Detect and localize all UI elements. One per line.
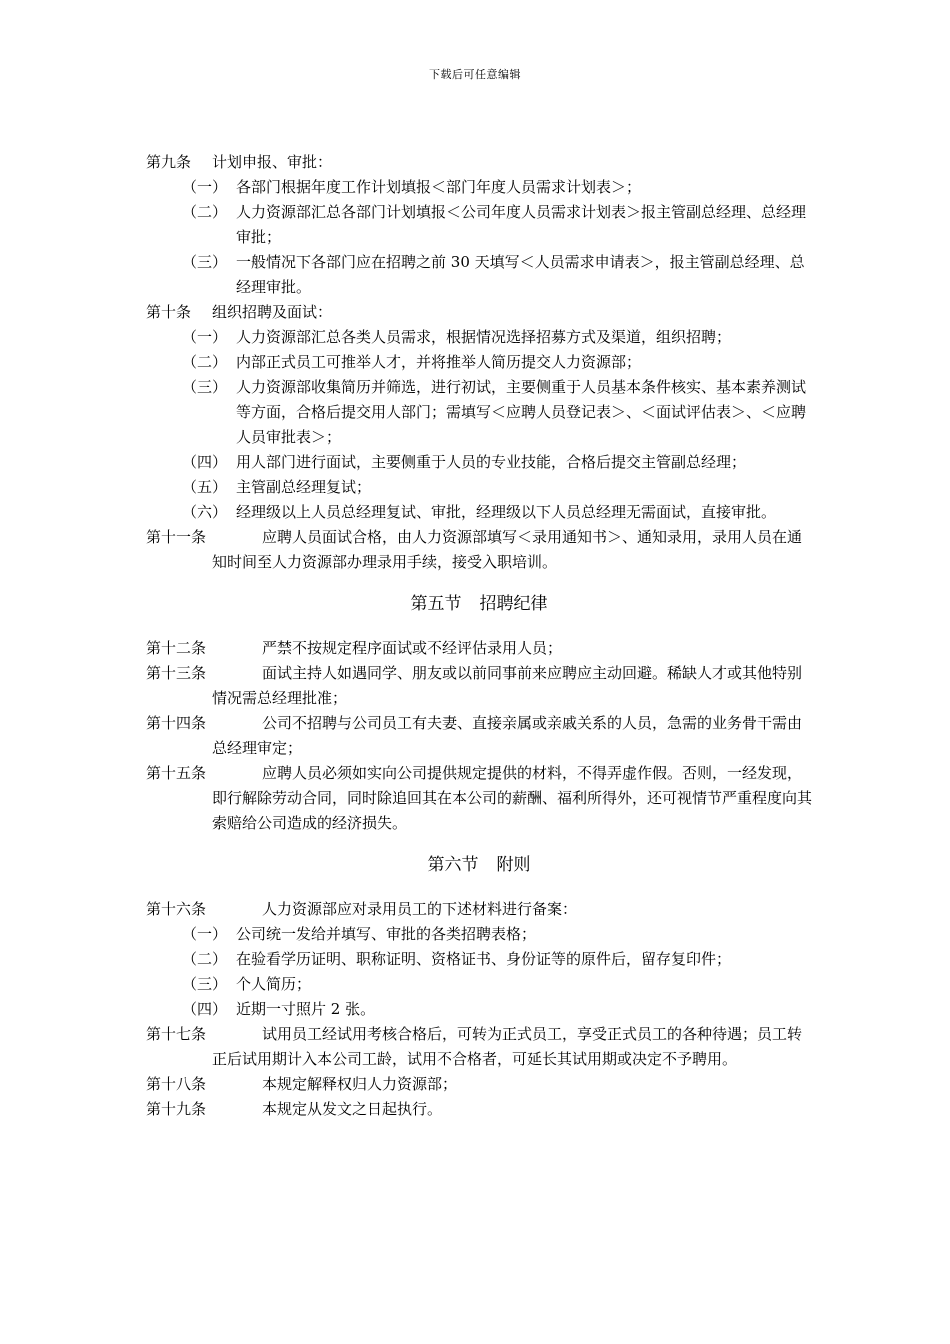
item-text: 内部正式员工可推举人才，并将推举人简历提交人力资源部； bbox=[236, 353, 642, 371]
article-text: 人力资源部应对录用员工的下述材料进行备案： bbox=[262, 900, 578, 918]
item-number: （六） bbox=[182, 503, 228, 521]
article-10 bbox=[146, 300, 812, 325]
article-9-items bbox=[146, 175, 812, 300]
page-header: 下载后可任意编辑 bbox=[429, 68, 521, 81]
article-14 bbox=[146, 711, 812, 761]
item-number: （二） bbox=[182, 950, 228, 968]
item-text: 人力资源部收集简历并筛选，进行初试，主要侧重于人员基本条件核实、基本素养测试等方面，合格后提交用人部门；需填写＜应聘人员登记表＞、＜面试评估表＞、＜应聘人员审批表＞； bbox=[236, 378, 807, 446]
section-heading-5 bbox=[146, 590, 812, 618]
article-12 bbox=[146, 636, 812, 661]
item-text: 一般情况下各部门应在招聘之前 30 天填写＜人员需求申请表＞，报主管副总经理、总经理审批。 bbox=[236, 253, 805, 296]
article-text: 应聘人员必须如实向公司提供规定提供的材料，不得弄虚作假。否则，一经发现，即行解除劳动合同，同时除追回其在本公司的薪酬、福利所得外，还可视情节严重程度向其索赔给公司造成的经济损失。 bbox=[212, 764, 813, 832]
item-text: 公司统一发给并填写、审批的各类招聘表格； bbox=[236, 925, 537, 943]
article-text: 严禁不按规定程序面试或不经评估录用人员； bbox=[262, 639, 563, 657]
list-item bbox=[146, 200, 812, 250]
article-text: 本规定解释权归人力资源部； bbox=[262, 1075, 458, 1093]
item-text: 主管副总经理复试； bbox=[236, 478, 372, 496]
item-text: 个人简历； bbox=[236, 975, 312, 993]
list-item bbox=[146, 375, 812, 450]
list-item bbox=[146, 947, 812, 972]
article-text: 应聘人员面试合格，由人力资源部填写＜录用通知书＞、通知录用，录用人员在通知时间至人力资源部办理录用手续，接受入职培训。 bbox=[212, 528, 803, 571]
item-text: 在验看学历证明、职称证明、资格证书、身份证等的原件后，留存复印件； bbox=[236, 950, 732, 968]
article-label: 第十八条 bbox=[146, 1075, 207, 1093]
article-title: 计划申报、审批： bbox=[212, 153, 333, 171]
article-text: 公司不招聘与公司员工有夫妻、直接亲属或亲戚关系的人员，急需的业务骨干需由总经理审定； bbox=[212, 714, 803, 757]
article-16 bbox=[146, 897, 812, 922]
item-number: （五） bbox=[182, 478, 228, 496]
article-13 bbox=[146, 661, 812, 711]
list-item bbox=[146, 997, 812, 1022]
item-text: 用人部门进行面试，主要侧重于人员的专业技能，合格后提交主管副总经理； bbox=[236, 453, 747, 471]
document-body bbox=[146, 150, 812, 1122]
item-number: （一） bbox=[182, 178, 228, 196]
list-item bbox=[146, 350, 812, 375]
article-11 bbox=[146, 525, 812, 575]
list-item bbox=[146, 325, 812, 350]
article-label: 第十六条 bbox=[146, 900, 207, 918]
item-text: 近期一寸照片 2 张。 bbox=[236, 1000, 376, 1018]
article-text: 本规定从发文之日起执行。 bbox=[262, 1100, 443, 1118]
section-title: 附则 bbox=[496, 855, 531, 875]
article-label: 第十七条 bbox=[146, 1025, 207, 1043]
list-item bbox=[146, 922, 812, 947]
article-label: 第十四条 bbox=[146, 714, 207, 732]
article-label: 第九条 bbox=[146, 153, 192, 171]
list-item bbox=[146, 450, 812, 475]
item-number: （二） bbox=[182, 203, 228, 221]
article-label: 第十五条 bbox=[146, 764, 207, 782]
article-10-items bbox=[146, 325, 812, 525]
item-text: 人力资源部汇总各类人员需求，根据情况选择招募方式及渠道，组织招聘； bbox=[236, 328, 732, 346]
article-label: 第十一条 bbox=[146, 528, 207, 546]
article-label: 第十九条 bbox=[146, 1100, 207, 1118]
item-number: （四） bbox=[182, 1000, 228, 1018]
article-text: 试用员工经试用考核合格后，可转为正式员工，享受正式员工的各种待遇；员工转正后试用期计入本公司工龄，试用不合格者，可延长其试用期或决定不予聘用。 bbox=[212, 1025, 803, 1068]
article-9 bbox=[146, 150, 812, 175]
article-16-items bbox=[146, 922, 812, 1022]
item-number: （三） bbox=[182, 253, 228, 271]
article-19 bbox=[146, 1097, 812, 1122]
article-18 bbox=[146, 1072, 812, 1097]
item-text: 经理级以上人员总经理复试、审批，经理级以下人员总经理无需面试，直接审批。 bbox=[236, 503, 777, 521]
item-number: （四） bbox=[182, 453, 228, 471]
item-number: （三） bbox=[182, 975, 228, 993]
section-heading-6 bbox=[146, 851, 812, 879]
article-15 bbox=[146, 761, 812, 836]
item-number: （三） bbox=[182, 378, 228, 396]
section-title: 招聘纪律 bbox=[479, 594, 548, 614]
list-item bbox=[146, 250, 812, 300]
list-item bbox=[146, 972, 812, 997]
list-item bbox=[146, 500, 812, 525]
article-17 bbox=[146, 1022, 812, 1072]
article-text: 面试主持人如遇同学、朋友或以前同事前来应聘应主动回避。稀缺人才或其他特别情况需总经理批准； bbox=[212, 664, 803, 707]
item-number: （一） bbox=[182, 328, 228, 346]
list-item bbox=[146, 475, 812, 500]
article-title: 组织招聘及面试： bbox=[212, 303, 333, 321]
section-number: 第五节 bbox=[410, 594, 462, 614]
article-label: 第十三条 bbox=[146, 664, 207, 682]
item-number: （二） bbox=[182, 353, 228, 371]
list-item bbox=[146, 175, 812, 200]
section-number: 第六节 bbox=[427, 855, 479, 875]
item-number: （一） bbox=[182, 925, 228, 943]
article-label: 第十二条 bbox=[146, 639, 207, 657]
item-text: 人力资源部汇总各部门计划填报＜公司年度人员需求计划表＞报主管副总经理、总经理审批； bbox=[236, 203, 807, 246]
article-label: 第十条 bbox=[146, 303, 192, 321]
item-text: 各部门根据年度工作计划填报＜部门年度人员需求计划表＞； bbox=[236, 178, 642, 196]
